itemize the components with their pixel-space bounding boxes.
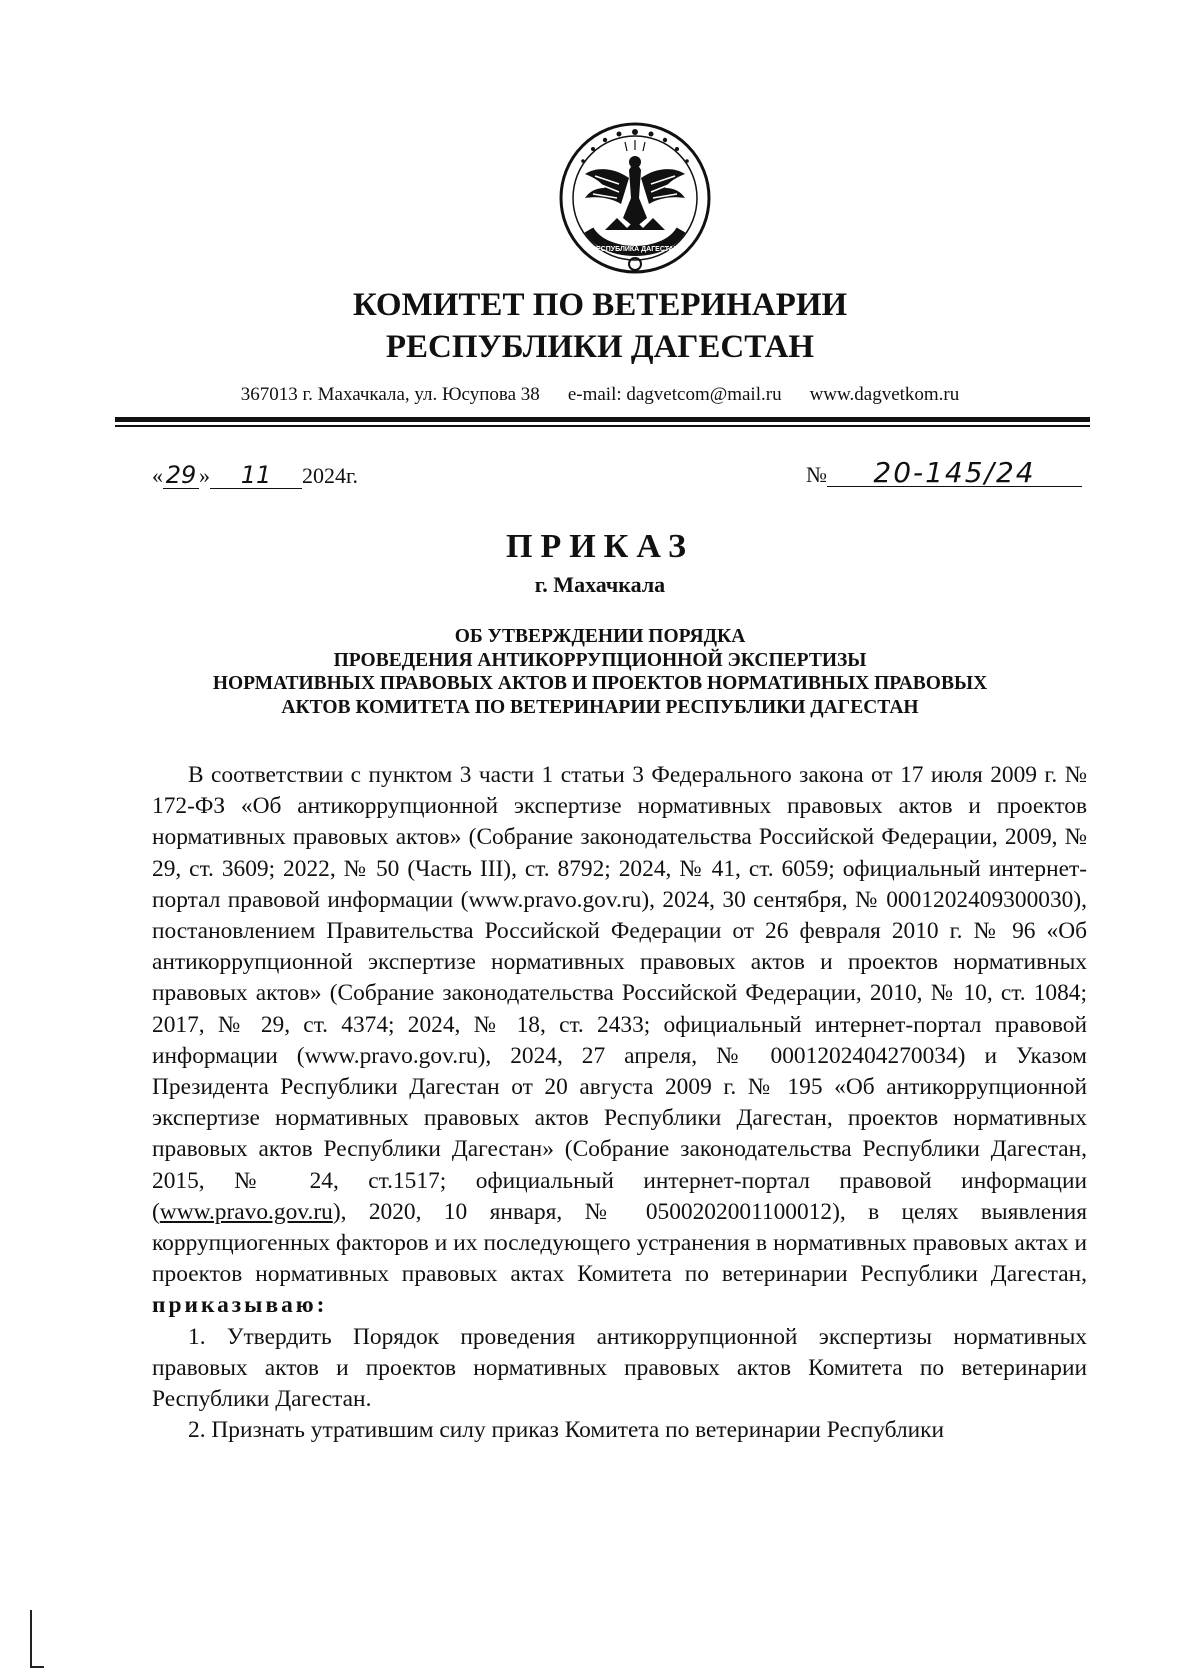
preamble-text-part2: ), 2020, 10 января, № 0500202001100012), в целях выявления коррупциогенных факторов и их последующего устранения в нормативных правовых актах и проектов нормативных правовых актах Комитета по ветеринарии Республики Дагестан, — [152, 1198, 1087, 1288]
preamble-paragraph — [152, 760, 1087, 1322]
letterhead-rule-thin — [115, 425, 1090, 427]
emblem-ribbon-text: РЕСПУБЛИКА ДАГЕСТАН — [591, 246, 679, 253]
email-address: e-mail: dagvetcom@mail.ru — [567, 384, 782, 405]
preamble-text-part1: В соответствии с пунктом 3 части 1 статьи 3 Федерального закона от 17 июля 2009 г. № 172-ФЗ «Об антикоррупционной экспертизе нормативных правовых актов и проектов нормативных правовых актов» (Собрание законодательства Российской Федерации, 2009, № 29, ст. 3609; 2022, № 50 (Часть III), ст. 8792; 2024, № 41, ст. 6059; официальный интернет-портал правовой информации (www.pravo.gov.ru), 2024, 30 сентября, № 0001202409300030), постановлением Правительства Российской Федерации от 26 февраля 2010 г. № 96 «Об антикоррупционной экспертизе нормативных правовых актов и проектов нормативных правовых актов» (Собрание законодательства Российской Федерации, 2010, № 10, ст. 1084; 2017, № 29, ст. 4374; 2024, № 18, ст. 2433; официальный интернет-портал правовой информации (www.pravo.gov.ru), 2024, 27 апреля, № 0001202404270034) и Указом Президента Республики Дагестан от 20 августа 2009 г. № 195 «Об антикоррупционной экспертизе нормативных правовых актов Республики Дагестан, проектов нормативных правовых актов Республики Дагестан» (Собрание законодательства Республики Дагестан, 2015, № 24, ст.1517; официальный интернет-портал правовой информации ( — [152, 762, 1087, 1225]
date-day: 29 — [163, 462, 199, 489]
organization-title-line1: КОМИТЕТ ПО ВЕТЕРИНАРИИ — [352, 287, 848, 323]
order-body — [152, 760, 1087, 1446]
organization-title — [100, 284, 1100, 368]
order-title: ПРИКАЗ — [506, 528, 694, 565]
order-subject-heading — [100, 625, 1100, 719]
address-line — [120, 384, 1080, 406]
order-number-label: № — [806, 462, 827, 487]
heading-line3: НОРМАТИВНЫХ ПРАВОВЫХ АКТОВ И ПРОЕКТОВ НОРМАТИВНЫХ ПРАВОВЫХ — [212, 673, 988, 694]
website: www.dagvetkom.ru — [809, 384, 960, 405]
order-item-1: 1. Утвердить Порядок проведения антикоррупционной экспертизы нормативных правовых актов и проектов нормативных правовых актов Комитета по ветеринарии Республики Дагестан. — [152, 1323, 1087, 1413]
date-quote-close: » — [199, 463, 210, 488]
date-month: 11 — [210, 462, 302, 489]
order-number-value: 20-145/24 — [827, 460, 1082, 487]
date-year: 2024г. — [302, 463, 359, 488]
scan-margin-mark-foot — [30, 1666, 44, 1668]
scan-margin-mark — [30, 1610, 32, 1668]
order-city: г. Махачкала — [534, 572, 666, 597]
coat-of-arms-icon — [555, 118, 715, 278]
heading-line2: ПРОВЕДЕНИЯ АНТИКОРРУПЦИОННОЙ ЭКСПЕРТИЗЫ — [333, 649, 867, 671]
heading-line1: ОБ УТВЕРЖДЕНИИ ПОРЯДКА — [454, 626, 746, 647]
postal-address: 367013 г. Махачкала, ул. Юсупова 38 — [240, 384, 540, 405]
decree-word: приказываю: — [152, 1292, 328, 1319]
organization-title-line2: РЕСПУБЛИКИ ДАГЕСТАН — [385, 329, 815, 365]
letterhead-rule-thick — [115, 417, 1090, 422]
order-number — [806, 456, 1082, 489]
preamble-link[interactable]: www.pravo.gov.ru — [159, 1198, 333, 1225]
order-date — [152, 462, 358, 489]
order-item-2: 2. Признать утратившим силу приказ Комитета по ветеринарии Республики — [188, 1417, 945, 1444]
heading-line4: АКТОВ КОМИТЕТА ПО ВЕТЕРИНАРИИ РЕСПУБЛИКИ ДАГЕСТАН — [281, 696, 919, 718]
date-quote-open: « — [152, 463, 163, 488]
